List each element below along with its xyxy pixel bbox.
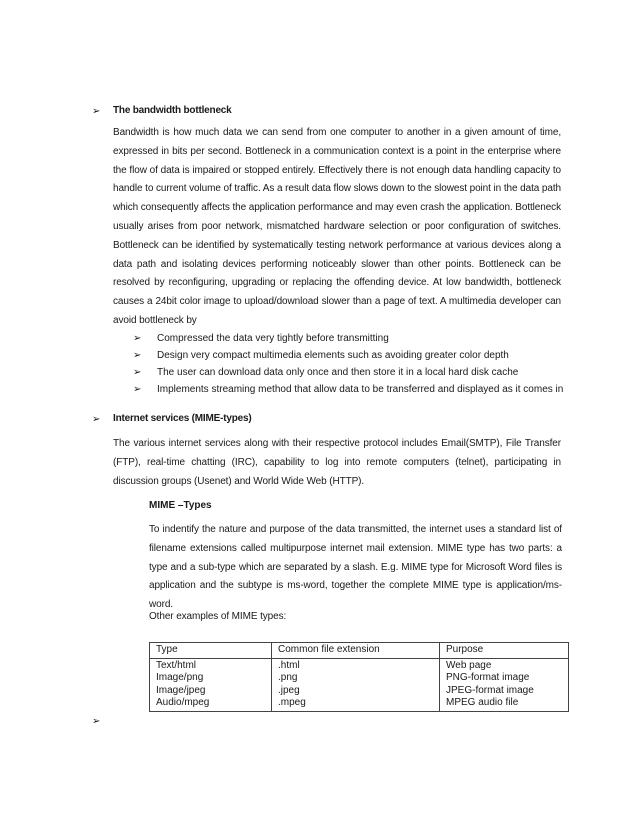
table-cell: Text/html: [156, 659, 197, 671]
mime-types-title: MIME –Types: [149, 500, 212, 511]
table-cell: PNG-format image: [446, 672, 530, 683]
table-cell: JPEG-format image: [446, 684, 534, 696]
table-cell: Image/jpeg: [156, 684, 206, 696]
arrow-bullet-icon: ➢: [133, 350, 142, 361]
type-cell: [150, 658, 272, 711]
table-cell: MPEG audio file: [446, 697, 519, 708]
bandwidth-paragraph: Bandwidth is how much data we can send from one computer to another in a given amount of time, expressed in bits per second. Bottleneck in a communication context is a point in the enterprise where the flow of data is impaired or stopped entirely. Effectively there is not enough data handling capacity to handle to current volume of traffic. As a result data flow slows down to the slowest point in the data path which consequently affects the application performance and may even crash the application. Bottleneck usually arises from poor network, mismatched hardware selection or poor configuration of switches. Bottleneck can be identified by systematically testing network performance at various devices along a data path and isolating devices performing noticeably slower than other points. Bottleneck can be resolved by reconfiguring, upgrading or replacing the offending device. At low bandwidth, bottleneck causes a 24bit color image to upload/download slower than a page of text. A multimedia developer can avoid bottleneck by: [113, 127, 561, 326]
column-header: Common file extension: [272, 643, 440, 659]
list-item-text: Implements streaming method that allow data to be transferred and displayed as it comes in: [157, 384, 564, 395]
column-header: Type: [150, 643, 272, 659]
table-header-row: [150, 643, 569, 659]
table-cell: Audio/mpeg: [156, 697, 210, 708]
trailing-bullet: [92, 714, 110, 729]
table-cell: Web page: [446, 659, 492, 671]
arrow-bullet-icon: ➢: [92, 106, 101, 117]
purpose-cell: [440, 658, 569, 711]
arrow-bullet-icon: ➢: [133, 367, 142, 378]
table-cell: .png: [278, 672, 298, 683]
list-item: [133, 381, 564, 399]
list-item: [133, 364, 519, 382]
table-cell: .jpeg: [278, 684, 300, 696]
arrow-bullet-icon: ➢: [133, 384, 142, 395]
list-item-text: The user can download data only once and then store it in a local hard disk cache: [157, 367, 519, 378]
list-item-text: Compressed the data very tightly before transmitting: [157, 333, 389, 344]
column-header: Purpose: [440, 643, 569, 659]
table-cell: Image/png: [156, 672, 204, 683]
table-cell: .mpeg: [278, 697, 306, 708]
other-examples-label: Other examples of MIME types:: [149, 611, 287, 622]
list-item: [133, 330, 389, 348]
table-cell: .html: [278, 659, 300, 671]
mime-types-table: [149, 642, 569, 712]
section-heading-internet-services: Internet services (MIME-types): [113, 413, 252, 424]
internet-services-paragraph: The various internet services along with their respective protocol includes Email(SMTP), File Transfer (FTP), real-time chatting (IRC), capability to log into remote computers (telnet), participating in discussion groups (Usenet) and World Wide Web (HTTP).: [113, 438, 561, 487]
table-row: [150, 658, 569, 711]
list-item: [133, 347, 509, 365]
arrow-bullet-icon: ➢: [92, 414, 101, 425]
extension-cell: [272, 658, 440, 711]
section-bullet: [92, 104, 110, 119]
list-item-text: Design very compact multimedia elements such as avoiding greater color depth: [157, 350, 509, 361]
mime-paragraph: To indentify the nature and purpose of the data transmitted, the internet uses a standard list of filename extensions called multipurpose internet mail extension. MIME type has two parts: a type and a sub-type which are separated by a slash. E.g. MIME type for Microsoft Word files is application and the subtype is ms-word, together the complete MIME type is application/ms-word.: [149, 524, 562, 611]
section-bullet: [92, 412, 110, 427]
section-heading-bandwidth: The bandwidth bottleneck: [113, 105, 232, 116]
arrow-bullet-icon: ➢: [92, 716, 101, 727]
arrow-bullet-icon: ➢: [133, 333, 142, 344]
